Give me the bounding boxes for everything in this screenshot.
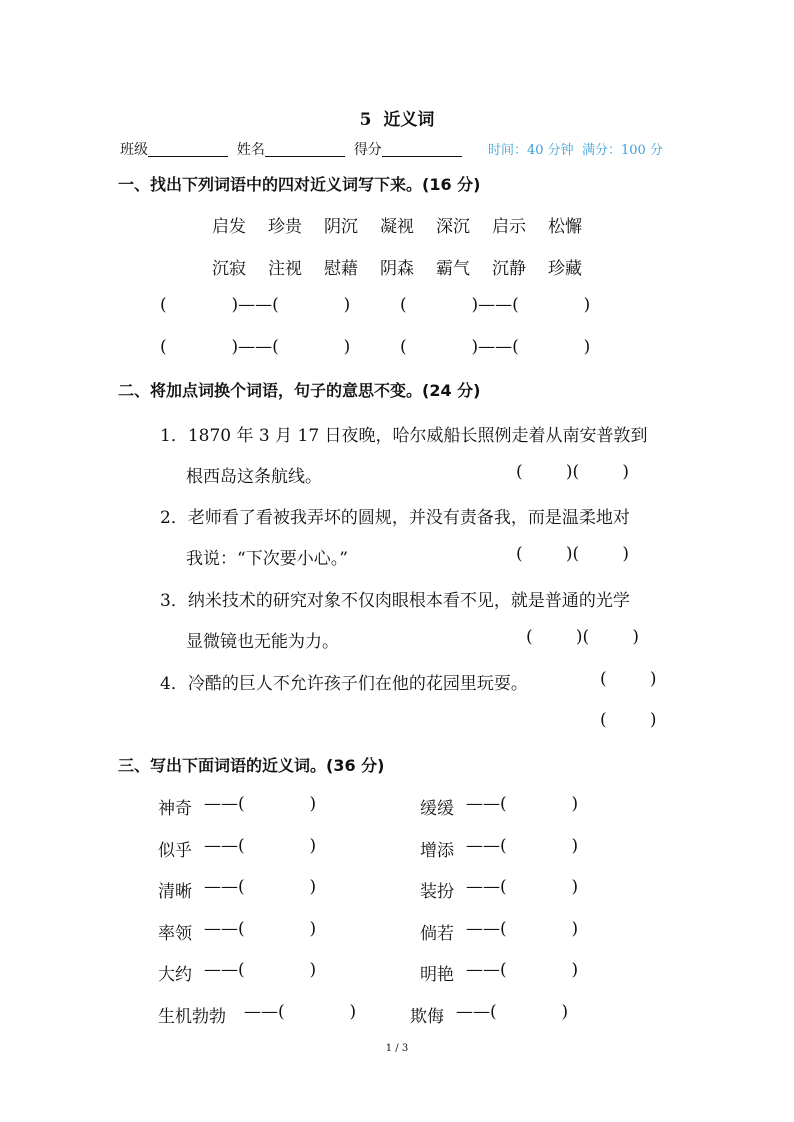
question-3-line2: 显微镜也无能为力。 bbox=[186, 632, 339, 652]
word: 增添 bbox=[420, 841, 454, 861]
word: 沉静 bbox=[492, 259, 526, 279]
synonym-blank[interactable]: ——( ) bbox=[466, 877, 579, 897]
synonym-blank[interactable]: ——( ) bbox=[466, 960, 579, 980]
word: 启示 bbox=[492, 217, 526, 237]
question-3-line1: 3．纳米技术的研究对象不仅肉眼根本看不见，就是普通的光学 bbox=[160, 591, 630, 611]
answer-pair-blank[interactable]: ( )——( ) bbox=[160, 337, 351, 357]
question-1-line2: 根西岛这条航线。 bbox=[186, 467, 322, 487]
class-label: 班级 bbox=[120, 142, 148, 158]
word: 神奇 bbox=[158, 799, 192, 819]
answer-pair-blank[interactable]: ( )——( ) bbox=[400, 337, 591, 357]
question-1-line1: 1．1870 年 3 月 17 日夜晚，哈尔威船长照例走着从南安普敦到 bbox=[160, 426, 648, 446]
synonym-blank[interactable]: ——( ) bbox=[466, 919, 579, 939]
answer-blank[interactable]: ( ) bbox=[600, 669, 657, 689]
answer-blanks[interactable]: ( )( ) bbox=[516, 544, 629, 564]
answer-blank[interactable]: ( ) bbox=[600, 710, 657, 730]
synonym-blank[interactable]: ——( ) bbox=[456, 1002, 569, 1022]
synonym-blank[interactable]: ——( ) bbox=[204, 836, 317, 856]
section3-heading: 三、写出下面词语的近义词。(36 分) bbox=[118, 756, 385, 775]
word: 装扮 bbox=[420, 882, 454, 902]
score-blank bbox=[382, 156, 462, 157]
answer-blanks[interactable]: ( )( ) bbox=[526, 627, 639, 647]
word: 率领 bbox=[158, 924, 192, 944]
word: 珍藏 bbox=[548, 259, 582, 279]
word: 深沉 bbox=[436, 217, 470, 237]
synonym-blank[interactable]: ——( ) bbox=[204, 877, 317, 897]
word: 注视 bbox=[268, 259, 302, 279]
question-2-line2: 我说：“下次要小心。” bbox=[186, 549, 348, 569]
word: 似乎 bbox=[158, 841, 192, 861]
class-blank bbox=[148, 156, 228, 157]
synonym-blank[interactable]: ——( ) bbox=[466, 794, 579, 814]
answer-blanks[interactable]: ( )( ) bbox=[516, 462, 629, 482]
word: 慰藉 bbox=[324, 259, 358, 279]
student-info-line bbox=[120, 139, 462, 159]
name-blank bbox=[265, 156, 345, 157]
synonym-blank[interactable]: ——( ) bbox=[204, 919, 317, 939]
word: 欺侮 bbox=[410, 1007, 444, 1027]
synonym-blank[interactable]: ——( ) bbox=[466, 836, 579, 856]
page-title: 5 近义词 bbox=[359, 110, 435, 130]
time-info: 时间：40 分钟 满分：100 分 bbox=[488, 143, 663, 158]
score-label: 得分 bbox=[353, 142, 382, 158]
section1-heading: 一、找出下列词语中的四对近义词写下来。(16 分) bbox=[118, 175, 481, 194]
question-2-line1: 2．老师看了看被我弄坏的圆规，并没有责备我，而是温柔地对 bbox=[160, 508, 630, 528]
answer-pair-blank[interactable]: ( )——( ) bbox=[160, 295, 351, 315]
word: 明艳 bbox=[420, 965, 454, 985]
word: 清晰 bbox=[158, 882, 192, 902]
word: 阴森 bbox=[380, 259, 414, 279]
page-number: 1 / 3 bbox=[385, 1043, 409, 1054]
word: 沉寂 bbox=[212, 259, 246, 279]
word: 缓缓 bbox=[420, 799, 454, 819]
answer-pair-blank[interactable]: ( )——( ) bbox=[400, 295, 591, 315]
word: 凝视 bbox=[380, 217, 414, 237]
word: 大约 bbox=[158, 965, 192, 985]
word: 阴沉 bbox=[324, 217, 358, 237]
word: 霸气 bbox=[436, 259, 470, 279]
word: 生机勃勃 bbox=[158, 1007, 226, 1027]
word: 启发 bbox=[212, 217, 246, 237]
name-label: 姓名 bbox=[236, 142, 265, 158]
synonym-blank[interactable]: ——( ) bbox=[204, 794, 317, 814]
section2-heading: 二、将加点词换个词语，句子的意思不变。(24 分) bbox=[118, 381, 481, 400]
word: 倘若 bbox=[420, 924, 454, 944]
synonym-blank[interactable]: ——( ) bbox=[244, 1002, 357, 1022]
synonym-blank[interactable]: ——( ) bbox=[204, 960, 317, 980]
word: 松懈 bbox=[548, 217, 582, 237]
word: 珍贵 bbox=[268, 217, 302, 237]
question-4-line1: 4．冷酷的巨人不允许孩子们在他的花园里玩耍。 bbox=[160, 674, 528, 694]
